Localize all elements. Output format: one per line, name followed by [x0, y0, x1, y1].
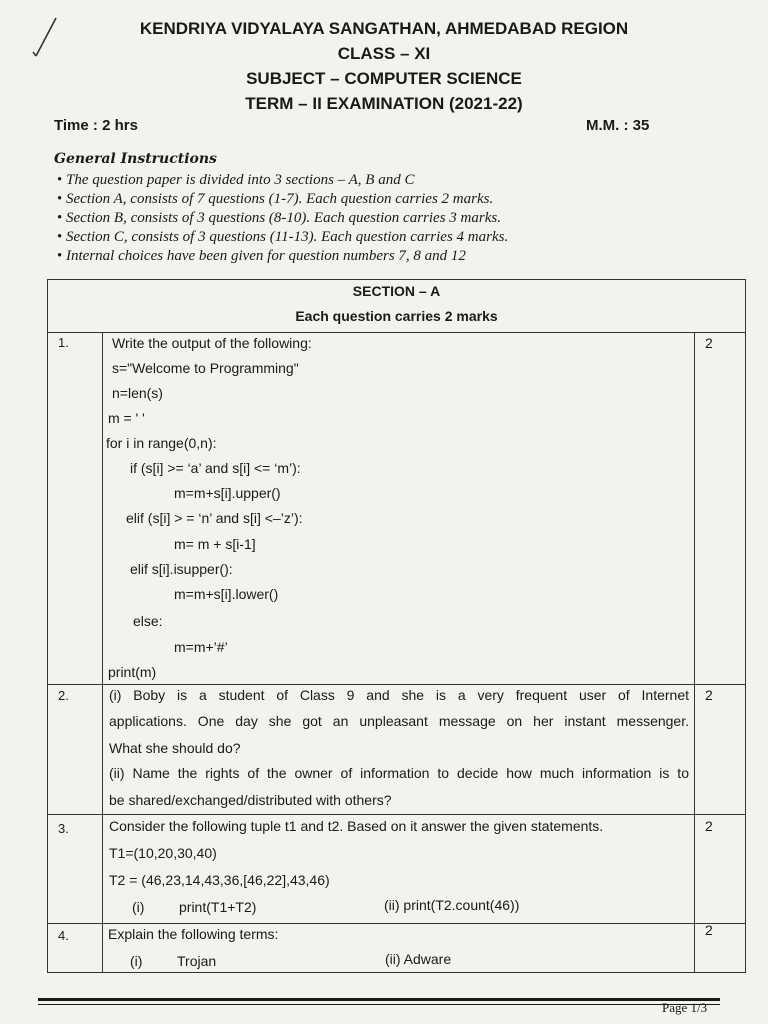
code-line: m = ' ' [108, 410, 145, 426]
code-line: m=m+s[i].lower() [174, 586, 279, 602]
option-text: print(T1+T2) [179, 899, 257, 915]
code-line: m=m+’#’ [174, 639, 228, 655]
option-text: Trojan [177, 953, 217, 969]
question-text: applications. One day she got an unpleasant message on her instant messenger. [109, 713, 689, 729]
section-title: SECTION – A [352, 283, 441, 299]
time-label: Time : 2 hrs [54, 117, 138, 134]
question-text: (ii) Name the rights of the owner of information to decide how much information is to [109, 765, 689, 781]
question-number: 3. [58, 821, 69, 836]
instructions-list [57, 171, 508, 266]
question-marks: 2 [705, 818, 713, 834]
option-text: (ii) print(T2.count(46)) [384, 897, 520, 913]
header-class: CLASS – XI [337, 44, 431, 63]
instruction-item: • The question paper is divided into 3 sections – A, B and C [57, 171, 508, 190]
footer-divider [38, 1004, 720, 1005]
question-table [47, 279, 746, 973]
question-number: 1. [58, 335, 69, 350]
question-marks: 2 [705, 922, 713, 938]
code-line: else: [133, 613, 163, 629]
instruction-item: • Section A, consists of 7 questions (1-7). Each question carries 2 marks. [57, 190, 508, 209]
instructions-title: General Instructions [54, 151, 217, 167]
header-exam: TERM – II EXAMINATION (2021-22) [245, 94, 523, 113]
code-line: n=len(s) [112, 385, 163, 401]
header-org: KENDRIYA VIDYALAYA SANGATHAN, AHMEDABAD REGION [139, 19, 629, 38]
question-marks: 2 [705, 687, 713, 703]
code-line: if (s[i] >= ‘a’ and s[i] <= ‘m’): [130, 460, 301, 476]
question-text: T2 = (46,23,14,43,36,[46,22],43,46) [109, 872, 330, 888]
question-text: (i) Boby is a student of Class 9 and she is a very frequent user of Internet [109, 687, 689, 703]
question-text: Write the output of the following: [112, 335, 312, 351]
code-line: for i in range(0,n): [106, 435, 217, 451]
section-subtitle: Each question carries 2 marks [295, 308, 498, 324]
code-line: elif (s[i] > = ‘n’ and s[i] <–’z’): [126, 510, 303, 526]
code-line: m= m + s[i-1] [174, 536, 256, 552]
instruction-item: • Section C, consists of 3 questions (11-13). Each question carries 4 marks. [57, 228, 508, 247]
header-subject: SUBJECT – COMPUTER SCIENCE [246, 69, 522, 88]
question-text: be shared/exchanged/distributed with others? [109, 792, 392, 808]
instruction-item: • Internal choices have been given for question numbers 7, 8 and 12 [57, 247, 508, 266]
option-text: (ii) Adware [385, 951, 452, 967]
question-text: T1=(10,20,30,40) [109, 845, 217, 861]
max-marks-label: M.M. : 35 [586, 117, 650, 134]
question-number: 4. [58, 928, 69, 943]
question-text: Consider the following tuple t1 and t2. Based on it answer the given statements. [109, 818, 604, 834]
question-number: 2. [58, 688, 69, 703]
option-label: (i) [130, 953, 143, 969]
instruction-item: • Section B, consists of 3 questions (8-10). Each question carries 3 marks. [57, 209, 508, 228]
option-label: (i) [132, 899, 145, 915]
code-line: print(m) [108, 664, 157, 680]
page-number: Page 1/3 [662, 1000, 708, 1015]
code-line: s="Welcome to Programming" [112, 360, 299, 376]
footer-divider [38, 998, 720, 1001]
code-line: m=m+s[i].upper() [174, 485, 281, 501]
code-line: elif s[i].isupper(): [130, 561, 233, 577]
question-text: Explain the following terms: [108, 926, 279, 942]
question-text: What she should do? [109, 740, 241, 756]
question-marks: 2 [705, 335, 713, 351]
